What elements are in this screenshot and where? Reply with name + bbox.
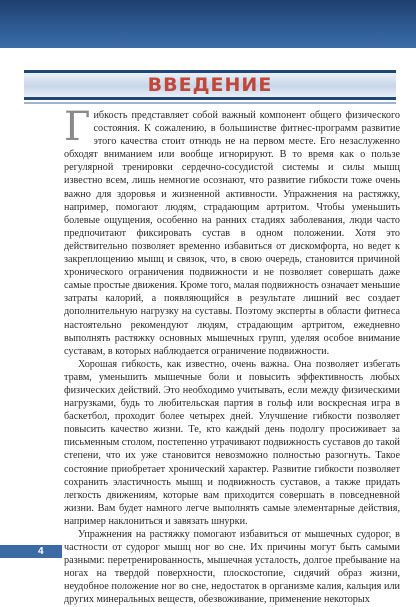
page-number-tab [0, 545, 62, 558]
heading-banner [24, 70, 396, 100]
drop-cap: Г [64, 104, 91, 150]
page-number: 4 [38, 546, 44, 557]
paragraph-2: Хорошая гибкость, как известно, очень важна. Она позволяет избегать травм, уменьшить мышечные боли и повысить эффективность любых физических действий. Это необходимо учитывать, если между физическими нагрузками, будь то любительская партия в гольф или воскресная игра в баскетбол, проходит более четырех дней. Улучшение гибкости позволяет повысить качество жизни. Те, кто каждый день подолгу просиживает за письменным столом, постепенно утрачивают подвижность суставов до такой степени, что их уже становится невозможно полностью разогнуть. Такое состояние приобретает хронический характер. Развитие гибкости позволяет сохранить эластичность мышц и подвижность суставов, а также придать легкость движениям, которые вам приходится совершать в повседневной жизни. Вам будет намного легче выполнять самые элементарные действия, например наклониться и завязать шнурки. [64, 358, 400, 527]
paragraph-1-text: ибкость представляет собой важный компонент общего физического состояния. К сожалению, в большинстве фитнес-программ развитие этого качества стоит отнюдь не на первом месте. Его незаслуженно обходят вниманием или вообще игнорируют. В то время как о пользе регулярной тренировки сердечно-сосудистой системы и силы мышц известно всем, лишь немногие осознают, что развитие гибкости тоже очень важно для здоровья и жизненной активности. Упражнения на растяжку, например, помогают людям, страдающим артритом. Чтобы уменьшить болевые ощущения, особенно на ранних стадиях заболевания, люди часто предпочитают фиксировать сустав в одном положении. Хотя это действительно позволяет временно избавиться от дискомфорта, но ведет к закреплощению мышц и связок, что, в свою очередь, становится причиной хронического ограничения подвижности и не позволяет совершать даже самые простые движения. Кроме того, малая подвижность означает меньшие затраты калорий, а появляющийся в результате лишний вес создает дополнительную нагрузку на суставы. Поэтому эксперты в области фитнеса настоятельно рекомендуют людям, страдающим артритом, ежедневно выполнять растяжку основных мышечных групп, уделяя особое внимание суставам, в которых наблюдается ограничение подвижности. [64, 110, 400, 357]
paragraph-1 [64, 104, 400, 358]
header-band [0, 0, 416, 48]
page-title: ВВЕДЕНИЕ [147, 74, 273, 96]
body-text [64, 104, 400, 607]
paragraph-3: Упражнения на растяжку помогают избавиться от мышечных судорог, в частности от судорог мышц ног во сне. Их причины могут быть самыми разными: перетренированность, мышечная усталость, долгое пребывание на ногах на твердой поверхности, плоскостопие, сидячий образ жизни, неудобное положение ног во сне, недостаток в организме калия, кальция или других минеральных веществ, обезвоживание, применение некоторых [64, 529, 400, 606]
